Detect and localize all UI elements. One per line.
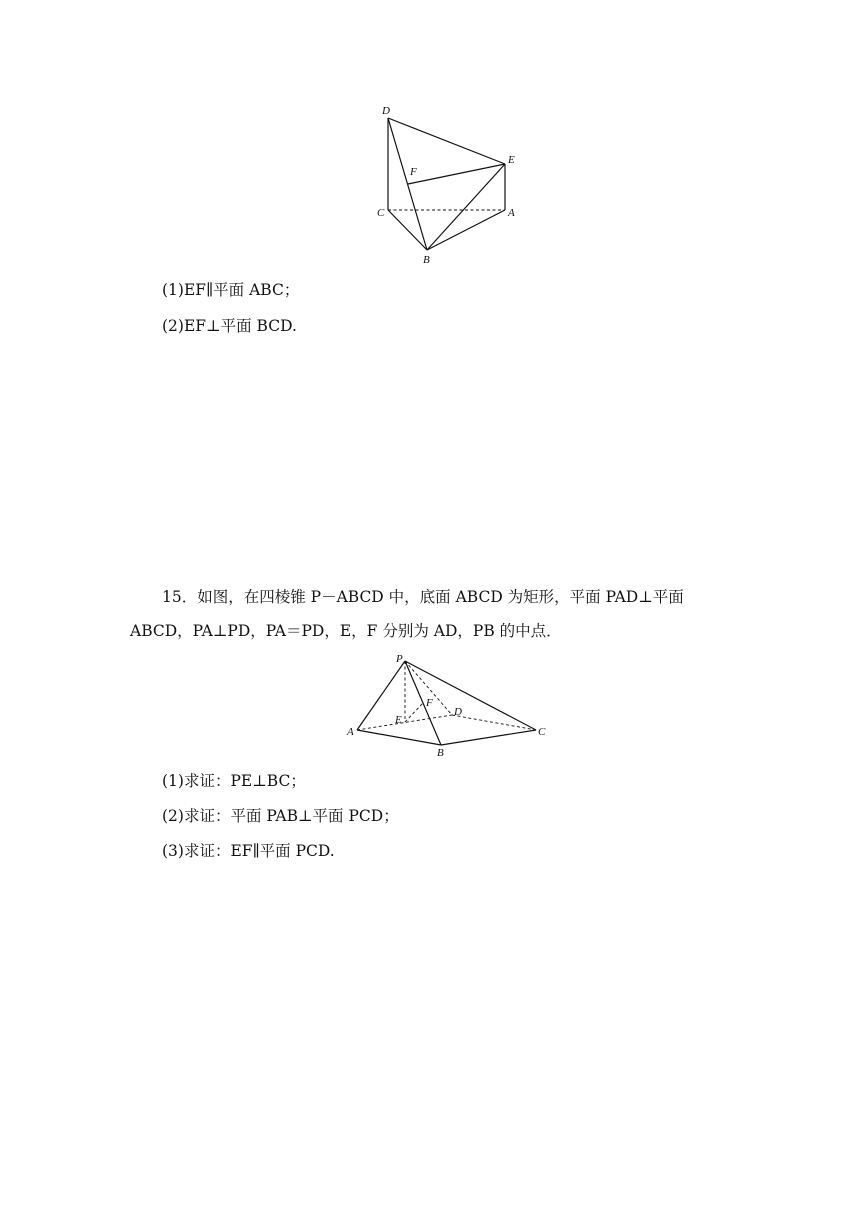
label-A: A (508, 207, 515, 219)
edge-AB (357, 730, 441, 745)
label-E: E (395, 714, 402, 726)
label-C: C (538, 726, 546, 738)
label-F: F (410, 166, 417, 178)
figure-1-diagram (360, 96, 530, 268)
label-C: C (377, 207, 385, 219)
q15-part1: (1)求证：PE⊥BC； (162, 772, 306, 790)
figure-2-diagram (340, 650, 550, 760)
q14-part2: (2)EF⊥平面 BCD. (162, 317, 297, 335)
label-A: A (347, 726, 354, 738)
edge-AD-hidden (357, 715, 452, 730)
label-F: F (426, 697, 433, 709)
edge-DE (388, 118, 505, 164)
edge-AB (427, 210, 505, 250)
edge-EB (427, 164, 505, 250)
edge-FE (408, 164, 505, 184)
label-D: D (454, 706, 462, 718)
label-D: D (382, 105, 390, 117)
q15-stem-line2: ABCD，PA⊥PD，PA＝PD，E，F 分别为 AD，PB 的中点． (130, 622, 562, 640)
label-B: B (423, 254, 430, 266)
label-P: P (396, 653, 403, 665)
q14-part1: (1)EF∥平面 ABC； (162, 281, 300, 299)
q15-part3: (3)求证：EF∥平面 PCD. (162, 842, 335, 860)
edge-EF-hidden (405, 703, 423, 722)
edge-DC-hidden (452, 715, 536, 730)
label-E: E (508, 154, 515, 166)
label-B: B (437, 747, 444, 759)
edge-PB (405, 661, 441, 745)
edge-BC (441, 730, 536, 745)
q15-stem-line1: 15．如图，在四棱锥 P－ABCD 中，底面 ABCD 为矩形，平面 PAD⊥平面 (162, 588, 684, 606)
q15-part2: (2)求证：平面 PAB⊥平面 PCD； (162, 807, 399, 825)
